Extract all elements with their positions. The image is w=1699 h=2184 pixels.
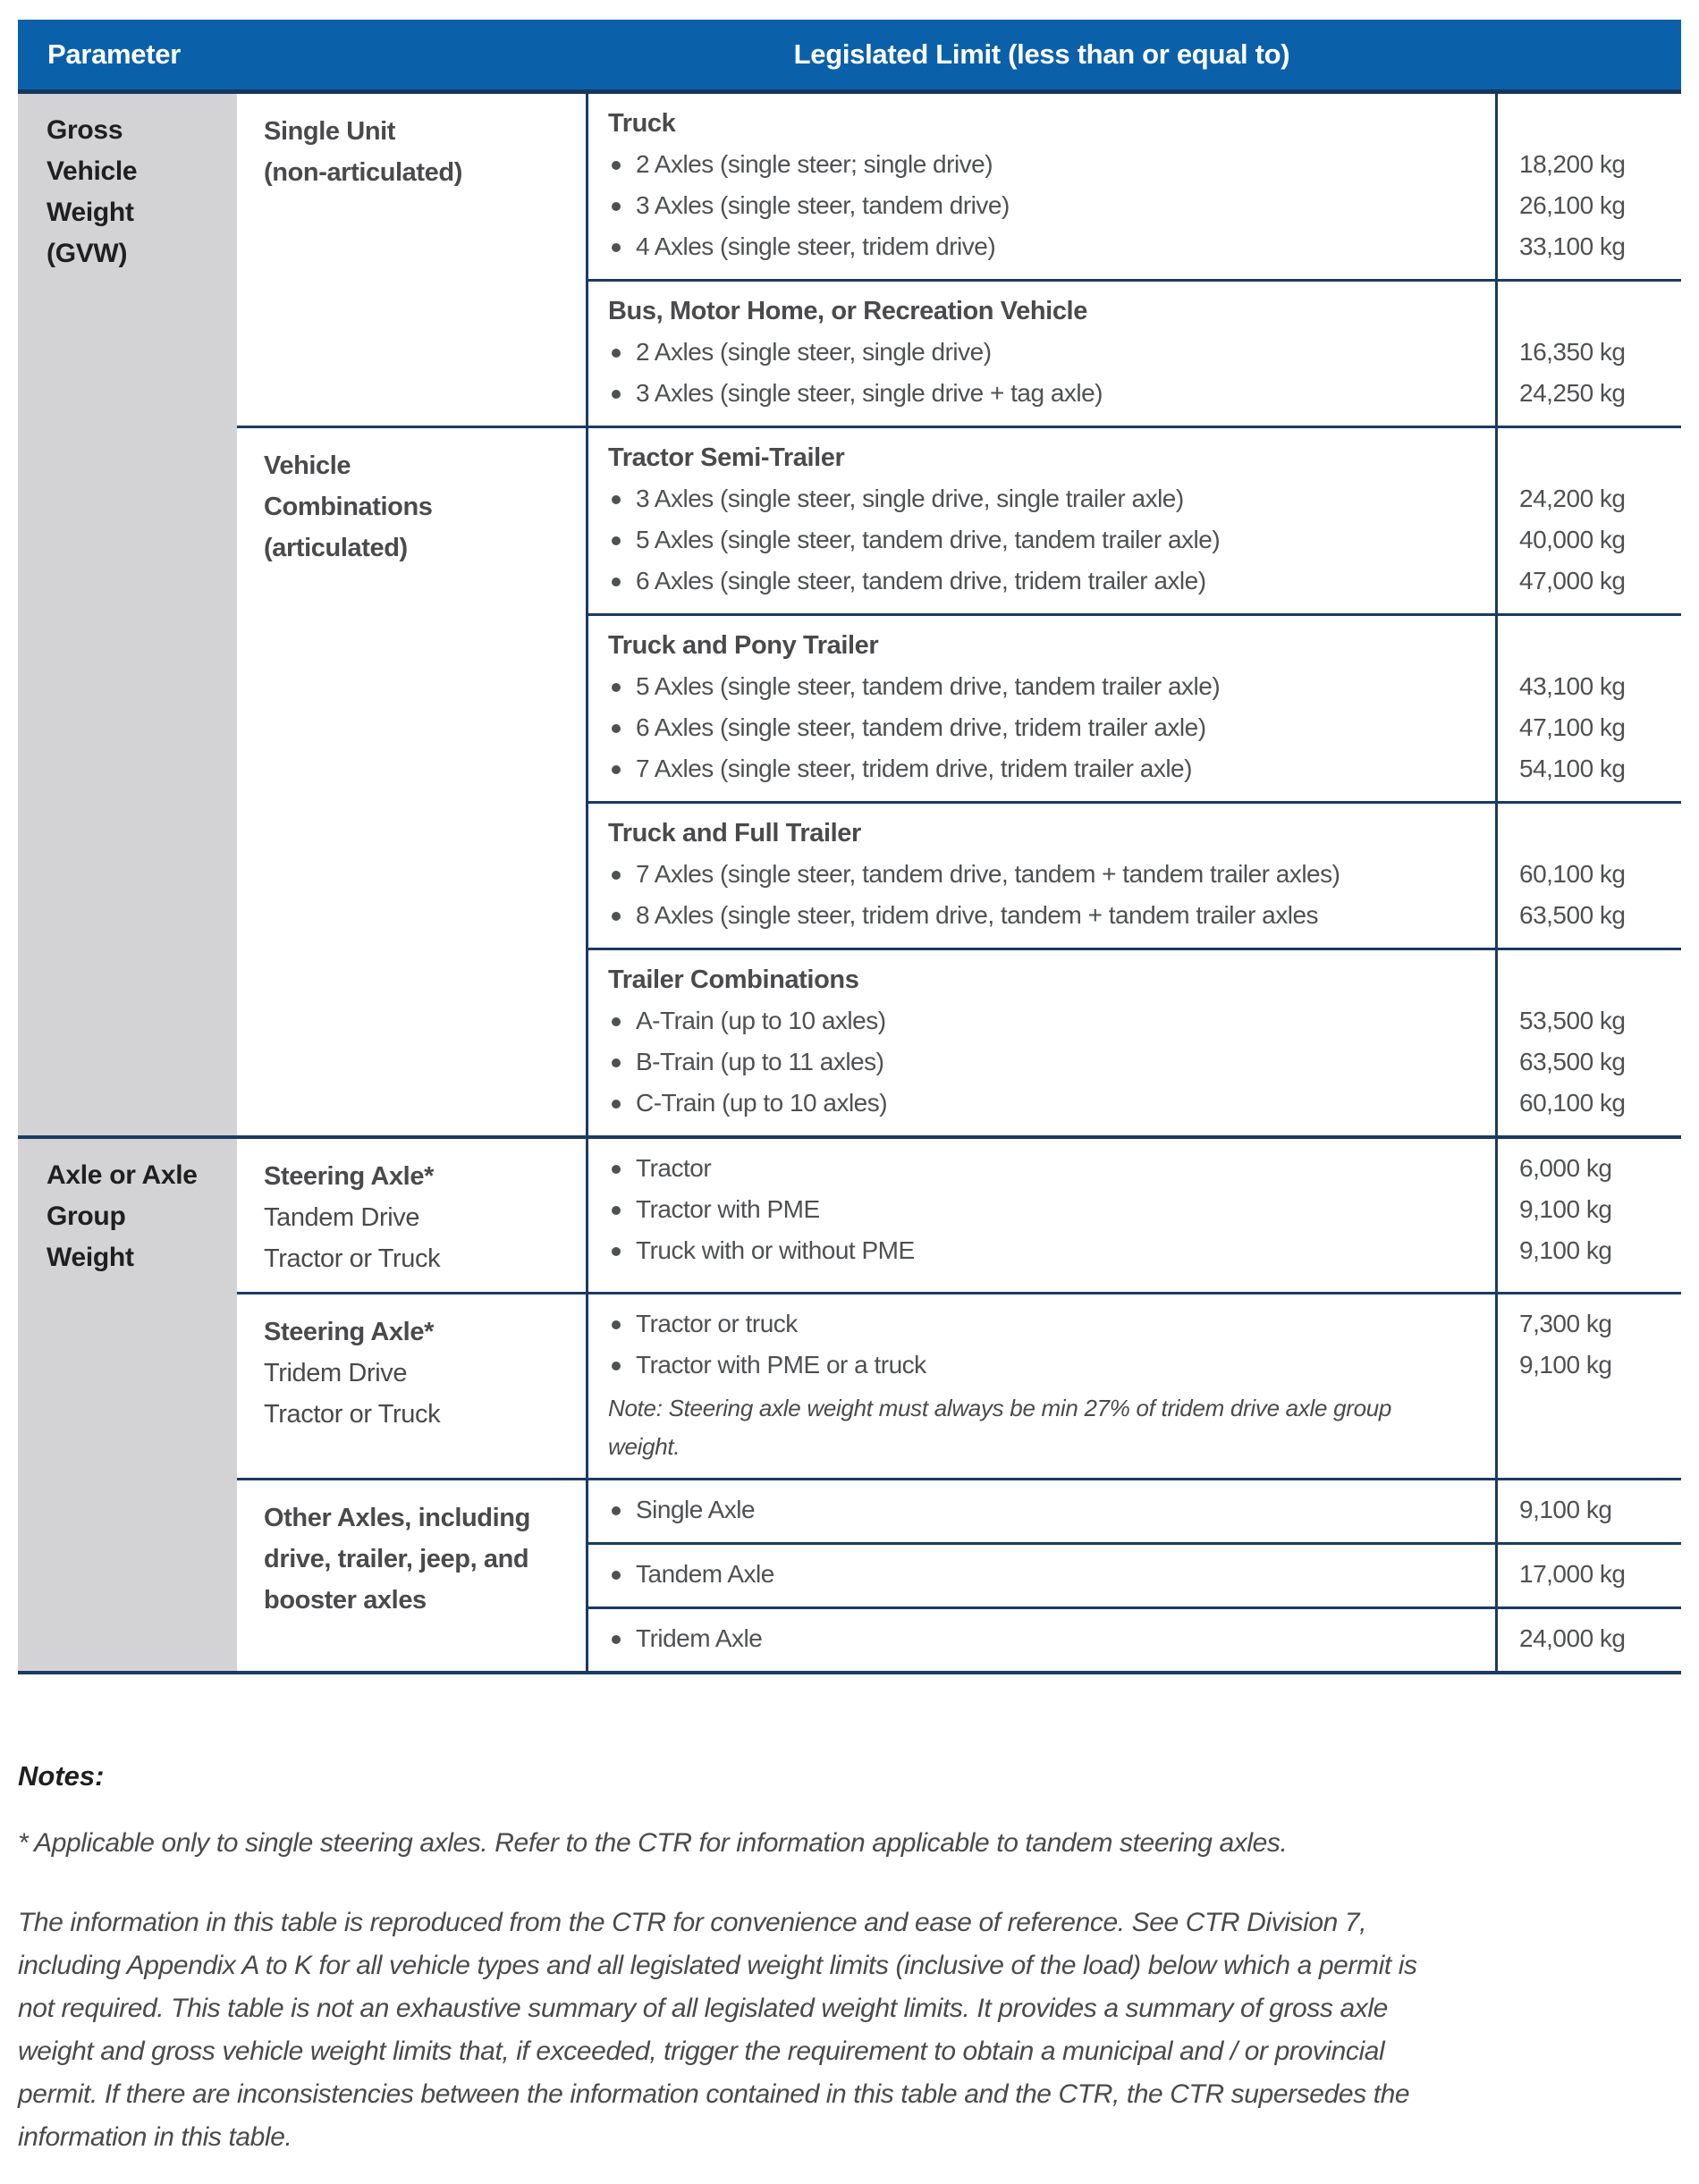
bullet-icon <box>612 202 621 211</box>
rows-group <box>586 94 1681 426</box>
item-value: 63,500 kg <box>1519 1048 1626 1075</box>
item-label: 6 Axles (single steer, tandem drive, tridem trailer axle) <box>636 567 1206 594</box>
subcategory-line: Tridem Drive <box>264 1359 408 1387</box>
item-value: 9,100 kg <box>1519 1195 1612 1223</box>
bullet-item <box>588 226 1681 267</box>
parameter-line: Group <box>46 1202 126 1231</box>
subcategory-line: Steering Axle* <box>264 1162 434 1191</box>
item-label: 7 Axles (single steer, tandem drive, tandem + tandem trailer axles) <box>636 860 1340 888</box>
bullet-icon <box>612 1571 621 1580</box>
item-value: 9,100 kg <box>1519 1236 1612 1264</box>
subcategory-line: (non-articulated) <box>264 158 462 187</box>
bullet-item <box>588 1345 1681 1386</box>
table-row <box>588 279 1681 426</box>
bullet-item <box>588 1303 1681 1345</box>
row-title: Truck and Full Trailer <box>608 819 861 847</box>
section-body <box>237 1139 1681 1671</box>
item-label: 8 Axles (single steer, tridem drive, tandem + tandem trailer axles <box>636 901 1319 929</box>
table-row <box>588 948 1681 1135</box>
notes-heading: Notes: <box>18 1760 105 1792</box>
item-label: 6 Axles (single steer, tandem drive, tridem trailer axle) <box>636 713 1206 741</box>
parameter-line: Axle or Axle <box>46 1160 198 1190</box>
document-page <box>0 20 1699 2184</box>
item-label: Tractor or truck <box>636 1310 798 1337</box>
item-label: 4 Axles (single steer, tridem drive) <box>636 232 996 260</box>
bullet-icon <box>612 536 621 545</box>
bullet-item <box>588 1489 1681 1530</box>
bullet-icon <box>612 349 621 358</box>
item-label: 5 Axles (single steer, tandem drive, tandem trailer axle) <box>636 672 1221 700</box>
table-row <box>588 94 1681 279</box>
item-value: 24,000 kg <box>1519 1624 1626 1652</box>
bullet-item <box>588 1618 1681 1659</box>
bullet-icon <box>612 683 621 692</box>
table-row <box>588 1480 1681 1542</box>
item-label: B-Train (up to 11 axles) <box>636 1048 884 1075</box>
bullet-icon <box>612 578 621 586</box>
table-header-row <box>18 20 1681 94</box>
item-value: 9,100 kg <box>1519 1351 1612 1379</box>
table-row <box>588 1542 1681 1606</box>
bullet-icon <box>612 1506 621 1515</box>
bullet-item <box>588 895 1681 936</box>
subcategory-cell <box>237 1294 586 1478</box>
parameter-line: Weight <box>46 198 134 227</box>
bullet-item <box>588 1041 1681 1083</box>
weight-limits-table <box>18 20 1681 1674</box>
item-value: 24,200 kg <box>1519 485 1626 512</box>
item-label: A-Train (up to 10 axles) <box>636 1007 886 1034</box>
parameter-line: (GVW) <box>46 239 128 268</box>
row-title: Bus, Motor Home, or Recreation Vehicle <box>608 297 1087 325</box>
row-title: Tractor Semi-Trailer <box>608 443 845 472</box>
subcategory-line: Vehicle <box>264 451 351 480</box>
subsection-row <box>237 1292 1681 1478</box>
row-title: Truck <box>608 109 676 138</box>
item-label: Tractor <box>636 1154 712 1182</box>
bullet-icon <box>612 1635 621 1644</box>
subcategory-cell <box>237 94 586 426</box>
subcategory-line: Combinations <box>264 493 433 521</box>
bullet-icon <box>612 912 621 921</box>
item-value: 18,200 kg <box>1519 150 1626 178</box>
subcategory-line: Tandem Drive <box>264 1203 420 1232</box>
bullet-item <box>588 1230 1681 1271</box>
bullet-item <box>588 144 1681 185</box>
bullet-icon <box>612 871 621 880</box>
subcategory-cell <box>237 428 586 1135</box>
bullet-item <box>588 854 1681 895</box>
item-label: C-Train (up to 10 axles) <box>636 1089 888 1117</box>
bullet-item <box>588 1083 1681 1124</box>
parameter-cell <box>18 1139 237 1671</box>
bullet-item <box>588 519 1681 561</box>
item-value: 24,250 kg <box>1519 379 1626 407</box>
subsection-row <box>237 94 1681 426</box>
item-value: 60,100 kg <box>1519 1089 1626 1117</box>
table-section <box>18 1135 1681 1671</box>
item-value: 7,300 kg <box>1519 1310 1612 1337</box>
header-legislated-limit-label: Legislated Limit (less than or equal to) <box>793 38 1290 70</box>
rows-group <box>586 1294 1681 1478</box>
bullet-icon <box>612 1206 621 1215</box>
bullet-icon <box>612 495 621 504</box>
row-title: Trailer Combinations <box>608 966 859 994</box>
bullet-item <box>588 1554 1681 1595</box>
item-value: 33,100 kg <box>1519 232 1626 260</box>
item-label: Truck with or without PME <box>636 1236 915 1264</box>
item-label: 3 Axles (single steer, tandem drive) <box>636 191 1010 219</box>
item-label: 5 Axles (single steer, tandem drive, tandem trailer axle) <box>636 526 1221 553</box>
subsection-row <box>237 1478 1681 1671</box>
bullet-icon <box>612 1017 621 1026</box>
bullet-item <box>588 373 1681 414</box>
rows-group <box>586 1139 1681 1292</box>
subsection-row <box>237 1139 1681 1292</box>
item-value: 16,350 kg <box>1519 338 1626 366</box>
bullet-icon <box>612 1320 621 1329</box>
item-value: 9,100 kg <box>1519 1496 1612 1523</box>
table-row <box>588 1606 1681 1671</box>
bullet-item <box>588 332 1681 373</box>
parameter-line: Weight <box>46 1243 134 1272</box>
table-body <box>18 94 1681 1671</box>
section-body <box>237 94 1681 1135</box>
item-value: 47,100 kg <box>1519 713 1626 741</box>
table-row <box>588 801 1681 948</box>
bullet-icon <box>612 161 621 170</box>
header-parameter-label: Parameter <box>47 38 181 70</box>
bullet-icon <box>612 1165 621 1174</box>
subcategory-line: (articulated) <box>264 534 408 562</box>
table-section <box>18 94 1681 1135</box>
bullet-item <box>588 1148 1681 1189</box>
item-value: 54,100 kg <box>1519 755 1626 782</box>
item-label: Single Axle <box>636 1496 756 1523</box>
bullet-icon <box>612 1247 621 1256</box>
parameter-line: Gross <box>46 115 123 145</box>
subcategory-line: Tractor or Truck <box>264 1400 441 1429</box>
bullet-item <box>588 1000 1681 1041</box>
subcategory-line: Single Unit <box>264 117 396 146</box>
subsection-row <box>237 426 1681 1135</box>
row-note: Note: Steering axle weight must always be min 27% of tridem drive axle group weight. <box>608 1395 1392 1460</box>
notes-section <box>18 1760 1681 2184</box>
item-label: Tridem Axle <box>636 1624 763 1652</box>
item-value: 40,000 kg <box>1519 526 1626 553</box>
table-row <box>588 613 1681 801</box>
item-value: 60,100 kg <box>1519 860 1626 888</box>
bullet-icon <box>612 765 621 774</box>
item-value: 63,500 kg <box>1519 901 1626 929</box>
item-label: 2 Axles (single steer; single drive) <box>636 150 993 178</box>
subcategory-cell <box>237 1139 586 1292</box>
bullet-icon <box>612 1362 621 1370</box>
parameter-line: Vehicle <box>46 156 138 186</box>
item-value: 6,000 kg <box>1519 1154 1612 1182</box>
item-label: Tractor with PME <box>636 1195 820 1223</box>
item-label: Tandem Axle <box>636 1560 774 1588</box>
item-label: 7 Axles (single steer, tridem drive, tridem trailer axle) <box>636 755 1192 782</box>
bullet-item <box>588 1189 1681 1230</box>
notes-paragraph: The information in this table is reproduced from the CTR for convenience and ease of reference. See CTR Division 7, including Appendix A to K for all vehicle types and all legislated weight limits (inclusive of the load) below which a permit is not required. This table is not an exhaustive summary of all legislated weight limits. It provides a summary of gross axle weight and gross vehicle weight limits that, if exceeded, trigger the requirement to obtain a municipal and / or provincial permit. If there are inconsistencies between the information contained in this table and the CTR, the CTR supersedes the information in this table. <box>18 1908 1417 2152</box>
table-row <box>588 428 1681 613</box>
bullet-icon <box>612 724 621 733</box>
bullet-icon <box>612 1100 621 1109</box>
bullet-icon <box>612 243 621 252</box>
bullet-icon <box>612 1058 621 1067</box>
item-value: 17,000 kg <box>1519 1560 1626 1588</box>
item-value: 47,000 kg <box>1519 567 1626 594</box>
item-value: 53,500 kg <box>1519 1007 1626 1034</box>
item-label: 2 Axles (single steer, single drive) <box>636 338 992 366</box>
bullet-icon <box>612 390 621 399</box>
item-value: 26,100 kg <box>1519 191 1626 219</box>
item-label: Tractor with PME or a truck <box>636 1351 926 1379</box>
item-label: 3 Axles (single steer, single drive + tag axle) <box>636 379 1103 407</box>
item-label: 3 Axles (single steer, single drive, single trailer axle) <box>636 485 1184 512</box>
parameter-cell <box>18 94 237 1135</box>
bullet-item <box>588 185 1681 226</box>
table-row <box>588 1294 1681 1478</box>
subcategory-line: Other Axles, including drive, trailer, jeep, and booster axles <box>264 1504 530 1615</box>
notes-asterisk-line: * Applicable only to single steering axles. Refer to the CTR for information applicable to tandem steering axles. <box>18 1828 1288 1858</box>
item-value: 43,100 kg <box>1519 672 1626 700</box>
subcategory-line: Steering Axle* <box>264 1318 434 1346</box>
bullet-item <box>588 478 1681 519</box>
rows-group <box>586 428 1681 1135</box>
bullet-item <box>588 748 1681 789</box>
table-row <box>588 1139 1681 1283</box>
bullet-item <box>588 561 1681 602</box>
row-title: Truck and Pony Trailer <box>608 631 879 660</box>
subcategory-line: Tractor or Truck <box>264 1244 441 1273</box>
rows-group <box>586 1480 1681 1671</box>
bullet-item <box>588 666 1681 707</box>
subcategory-cell <box>237 1480 586 1671</box>
bullet-item <box>588 707 1681 748</box>
